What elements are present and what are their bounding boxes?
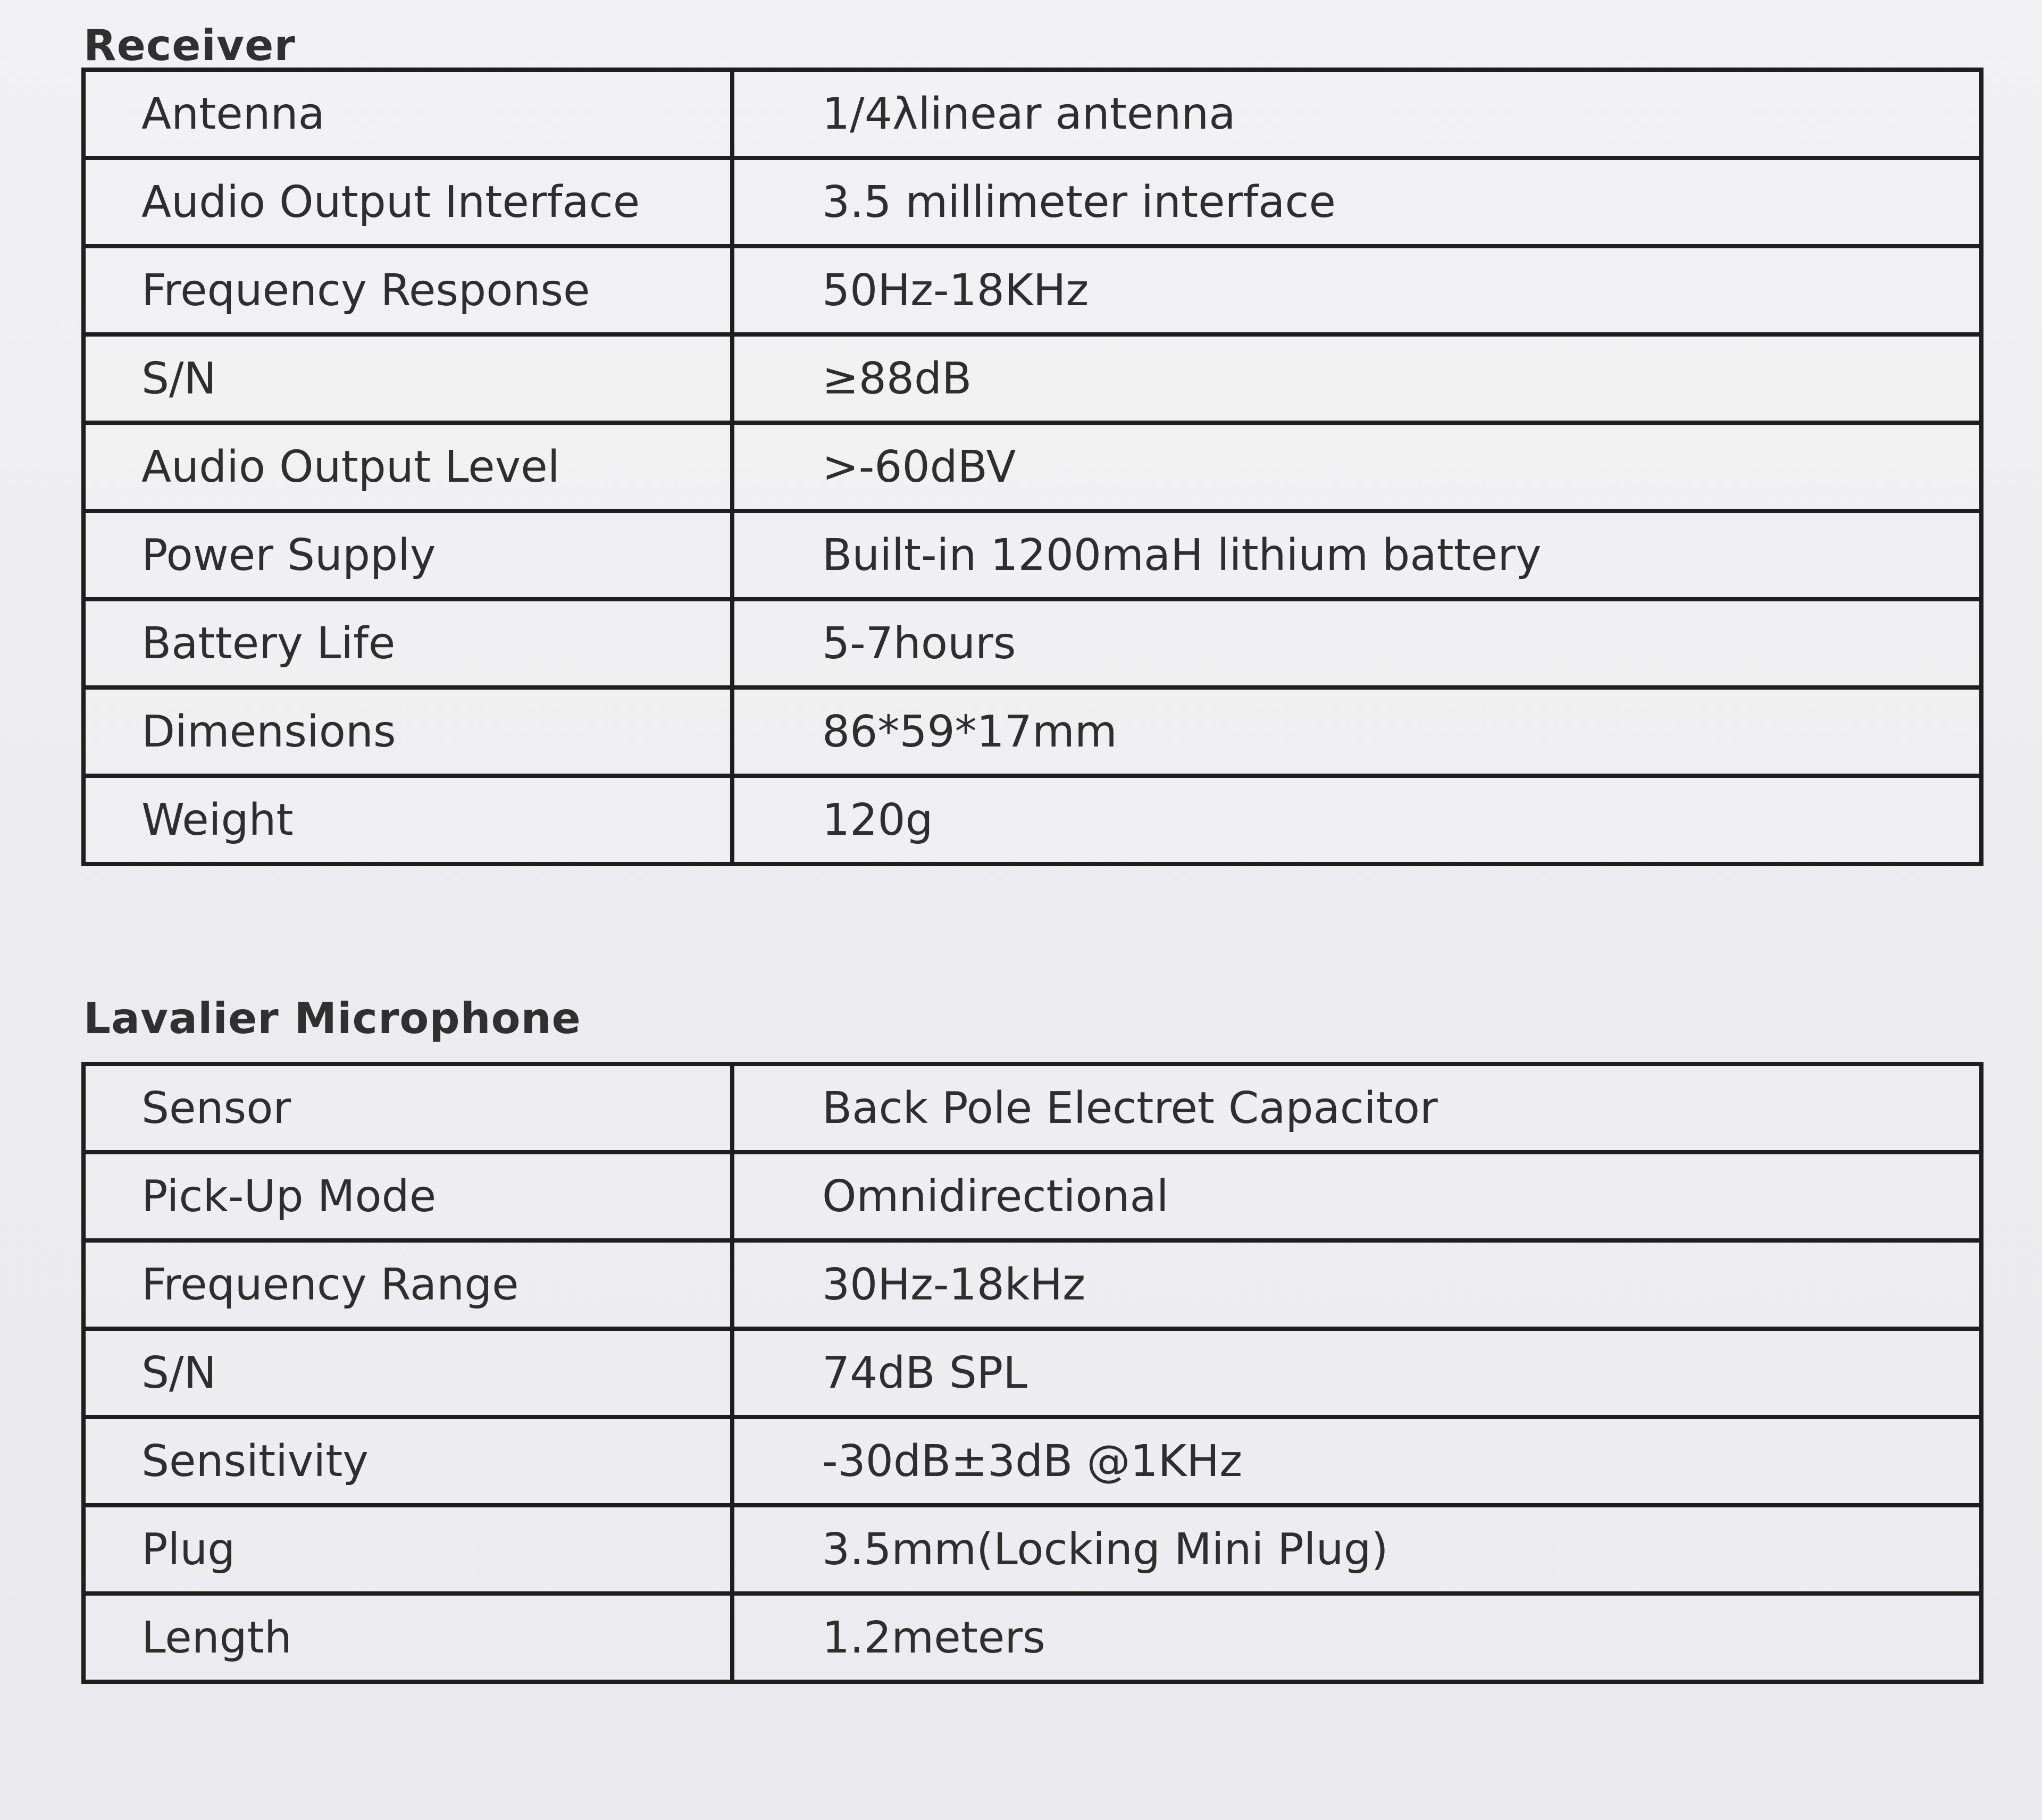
table-row — [83, 334, 1981, 423]
spec-label: Frequency Response — [83, 246, 732, 334]
spec-value: 3.5 millimeter interface — [732, 158, 1981, 246]
table-row — [83, 1064, 1981, 1152]
table-row — [83, 246, 1981, 334]
spec-label: Audio Output Level — [83, 423, 732, 511]
spec-label: Power Supply — [83, 511, 732, 599]
spec-value: >-60dBV — [732, 423, 1981, 511]
spec-value: 5-7hours — [732, 599, 1981, 687]
spec-value: 86*59*17mm — [732, 687, 1981, 776]
spec-label: Plug — [83, 1505, 732, 1593]
spec-label: Antenna — [83, 70, 732, 158]
spec-value: 3.5mm(Locking Mini Plug) — [732, 1505, 1981, 1593]
table-row — [83, 1329, 1981, 1417]
spec-value: Omnidirectional — [732, 1152, 1981, 1240]
receiver-spec-table — [81, 68, 1984, 866]
spec-label: Audio Output Interface — [83, 158, 732, 246]
spec-value: 74dB SPL — [732, 1329, 1981, 1417]
spec-value: Back Pole Electret Capacitor — [732, 1064, 1981, 1152]
spec-label: Length — [83, 1593, 732, 1682]
spec-value: 1/4λlinear antenna — [732, 70, 1981, 158]
spec-label: Sensitivity — [83, 1417, 732, 1505]
table-row — [83, 511, 1981, 599]
spec-value: ≥88dB — [732, 334, 1981, 423]
spec-value: 1.2meters — [732, 1593, 1981, 1682]
spec-label: Dimensions — [83, 687, 732, 776]
spec-value: 30Hz-18kHz — [732, 1240, 1981, 1329]
spec-label: Frequency Range — [83, 1240, 732, 1329]
table-row — [83, 1593, 1981, 1682]
spec-label: Pick-Up Mode — [83, 1152, 732, 1240]
spec-label: Battery Life — [83, 599, 732, 687]
spec-value: Built-in 1200maH lithium battery — [732, 511, 1981, 599]
spec-label: S/N — [83, 334, 732, 423]
spec-label: Weight — [83, 776, 732, 864]
spec-value: 50Hz-18KHz — [732, 246, 1981, 334]
table-row — [83, 423, 1981, 511]
spec-value: -30dB±3dB @1KHz — [732, 1417, 1981, 1505]
table-row — [83, 776, 1981, 864]
lavalier-section-title: Lavalier Microphone — [83, 994, 581, 1043]
table-row — [83, 70, 1981, 158]
table-row — [83, 158, 1981, 246]
table-row — [83, 1417, 1981, 1505]
spec-label: S/N — [83, 1329, 732, 1417]
receiver-section-title: Receiver — [83, 21, 296, 70]
spec-label: Sensor — [83, 1064, 732, 1152]
table-row — [83, 1240, 1981, 1329]
table-row — [83, 687, 1981, 776]
table-row — [83, 599, 1981, 687]
lavalier-spec-table — [81, 1062, 1984, 1684]
table-row — [83, 1505, 1981, 1593]
spec-value: 120g — [732, 776, 1981, 864]
table-row — [83, 1152, 1981, 1240]
